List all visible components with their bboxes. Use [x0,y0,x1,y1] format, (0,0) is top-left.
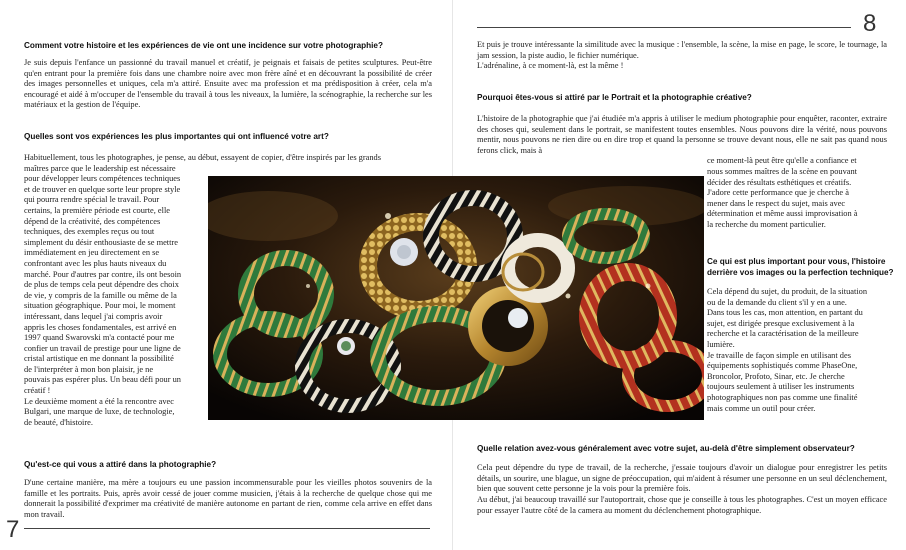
answer-4: L'histoire de la photographie que j'ai étudiée m'a appris à utiliser le medium photographie pour enquêter, raconter, extraire des choses qui, seulement dans le portrait, se manifestent toutes ensembles. Nous pouvons dire la vérité, nous pouvons mentir, nous pouvons ne rien dire ou en dire trop et quand la personne se trouve devant nous, elle ne sait pas quand nous ferons click, mais à [477,114,887,155]
answer-1: Je suis depuis l'enfance un passionné du travail manuel et créatif, je peignais et faisais de petites sculptures. Peut-être qu'en entrant pour la première fois dans une chambre noire avec mon frère aîné et en découvrant la possibilité de créer des images personnelles et uniques, cela m'a attiré. Ensuite avec ma profession et ma prédisposition à créer, cela m'a encouragé et aidé à m'occuper de l'ensemble du travail à tous les niveaux, la lumière, la scénographie, la recherche sur les matériaux et la gestion de l'équipe. [24,58,432,110]
answer-2-line: appris les choses fondamentales, est arrivé en [24,322,177,332]
answer-4-line: mener dans le respect du sujet, mais avec [707,198,846,208]
answer-2-full-line: Habituellement, tous les photographes, je pense, au début, essayent de copier, d'être inspirés par les grands [24,153,382,162]
answer-0b: L'adrénaline, à ce moment-là, est la même ! [477,61,624,70]
question-5-line-2: derrière vos images ou la perfection technique? [707,268,894,277]
answer-5-line: lumière. [707,339,735,349]
answer-2-column [24,164,200,429]
top-rule-right [477,27,851,28]
answer-2-line: qui pourra rendre spécial le travail. Pour [24,195,160,205]
answer-5-line: équipements sophistiqués comme PhaseOne, [707,361,858,371]
answer-2-line: immédiatement en jeu directement en se [24,248,160,258]
answer-2-line: simplement du désir enthousiaste de se mettre [24,237,178,247]
answer-2-line: de vie, y compris de la famille ou même de la [24,290,177,300]
answer-2-line: pouvais pas espérer plus. Un beau défi pour un [24,375,181,385]
answer-2-line: pour développer leurs compétences techniques [24,174,181,184]
answer-6: Cela peut dépendre du type de travail, de la recherche, j'essaie toujours d'avoir un dialogue pour enregistrer les petits détails, un sourire, une blague, un signe de préoccupation, qui m'aident à résumer une personne en un seul déclenchement, bien que souvent cette personne je la vois pour la première fois. [477,463,887,494]
question-4: Pourquoi êtes-vous si attiré par le Portrait et la photographie créative? [477,93,752,102]
answer-2-line: de beauté, d'histoire. [24,417,93,427]
answer-5-line: Je travaille de façon simple en utilisant des [707,350,851,360]
question-1: Comment votre histoire et les expériences de vie ont une incidence sur votre photographie? [24,41,383,50]
answer-5-line: Broncolor, Profoto, Sinar, etc. Je cherche [707,371,845,381]
answer-2-line: cristal artistique en me donnant la possibilité [24,354,174,364]
answer-5-line: Cela dépend du sujet, du produit, de la situation [707,287,868,296]
jewelry-photo-illustration [208,176,704,420]
answer-4-line: détermination et même aussi improvisation à [707,209,858,219]
answer-2-line: marché. Pour d'autres par contre, ils ont besoin [24,269,182,279]
answer-4-line: la recherche du moment particulier. [707,219,826,229]
answer-2-line: confrontant avec les plus hauts niveaux du [24,258,167,268]
answer-2-line: de plus de temps cela peut dépendre des choix [24,280,179,290]
answer-2-line: confier un travail de prestige pour une ligne de [24,343,181,353]
answer-5-line: mais comme un outil pour créer. [707,403,816,413]
answer-2-line: techniques, des exemples reçus ou tout [24,227,155,237]
question-3: Qu'est-ce qui vous a attiré dans la photographie? [24,460,217,469]
answer-3: D'une certaine manière, ma mère a toujours eu une passion incommensurable pour les vieilles photos souvenirs de la famille et les portraits. Puis, après avoir cessé de jouer comme musicien, j'étais à la recherche de quelque chose qui me donnerait la possibilité d'exprimer ma créativité de manière autonome en partant de rien, comme cela arrive en effet dans mon travail. [24,478,432,519]
answer-5-line: photographiques non pas comme une finalité [707,392,858,402]
answer-2-line: et de trouver en quelque sorte leur propre style [24,184,181,194]
answer-2-line: maîtres parce que le leadership est nécessaire [24,163,176,173]
answer-5-line: sujet, est dirigée presque exclusivement à la [707,318,855,328]
answer-4-line: J'adore cette performance que je cherche à [707,188,849,198]
answer-5-line: Dans tous les cas, mon attention, en partant du [707,308,863,318]
question-2: Quelles sont vos expériences les plus importantes qui ont influencé votre art? [24,132,329,141]
answer-2-line: Le deuxième moment a été la rencontre avec [24,396,174,406]
answer-5-column [707,287,887,414]
question-5-line-1: Ce qui est plus important pour vous, l'histoire [707,257,886,266]
answer-2-line: intéressant, dans lequel j'ai compris avoir [24,311,163,321]
answer-4-line: décider des résultats esthétiques et créatifs. [707,177,852,187]
answer-2-line: de l'interpréter à mon bon plaisir, je ne [24,364,154,374]
answer-4-column [707,156,887,230]
answer-2-line: Bulgari, une marque de luxe, de technologie, [24,407,175,417]
answer-6b: Au début, j'ai beaucoup travaillé sur l'autoportrait, chose que je conseille à tous les photographes. C'est un moyen efficace pour essayer l'autre côté de la camera au moment du déclenchement photographique. [477,495,887,515]
answer-5-line: ou de la demande du client s'il y en a une. [707,297,847,307]
answer-2-line: 1997 quand Swarovski m'a contacté pour me [24,333,175,343]
answer-2-line: dépend de la créativité, des compétences [24,216,161,226]
answer-5-line: recherche et la caractérisation de la meilleure [707,329,859,339]
bottom-rule-left [24,528,430,529]
question-6: Quelle relation avez-vous généralement avec votre sujet, au-delà d'être simplement observateur? [477,444,855,453]
jewelry-photo [208,176,704,420]
answer-2-line: certains, la première période est courte, elle [24,205,171,215]
page-number-right: 8 [863,10,877,37]
answer-4-line: nous sommes maîtres de la scène en pouvant [707,166,858,176]
answer-2-line: créatif ! [24,386,51,396]
page-number-left: 7 [6,516,20,543]
answer-2-line: situation géographique. Pour moi, le moment [24,301,176,311]
answer-5-line: toujours seulement à utiliser les instruments [707,382,855,392]
answer-0: Et puis je trouve intéressante la similitude avec la musique : l'ensemble, la scène, la mise en page, le score, le tournage, la jam session, la piste audio, le fichier numérique. [477,40,887,60]
answer-4-line: ce moment-là peut être qu'elle a confiance et [707,156,857,166]
